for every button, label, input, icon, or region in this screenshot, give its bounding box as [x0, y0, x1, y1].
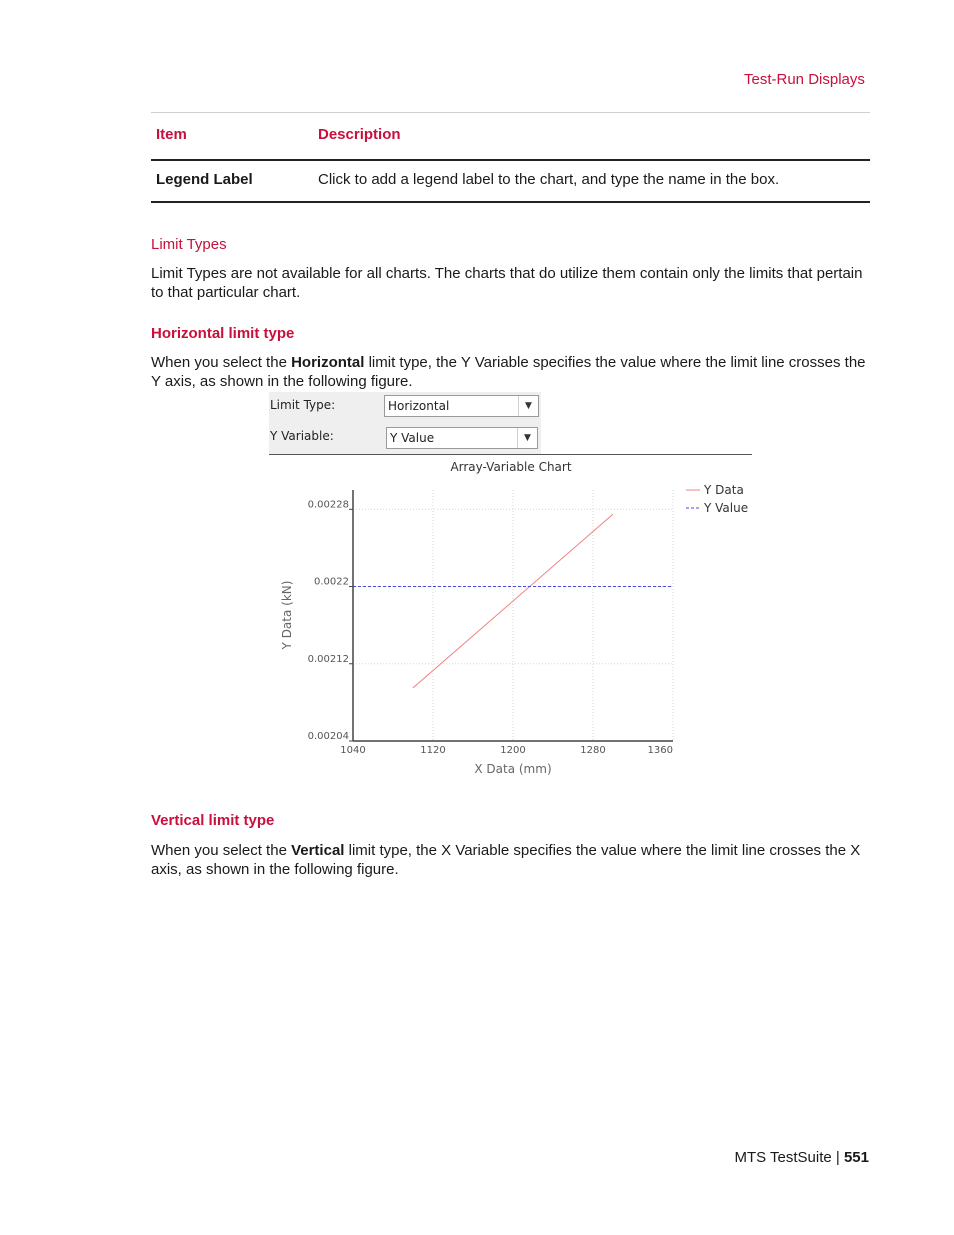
x-axis-label: X Data (mm)	[474, 762, 552, 776]
y-tick-label: 0.00204	[307, 731, 349, 742]
limit-types-heading: Limit Types	[151, 236, 227, 253]
array-variable-chart	[269, 455, 754, 785]
chevron-down-icon: ▼	[517, 428, 537, 448]
x-tick-label: 1120	[420, 745, 446, 756]
y-variable-label: Y Variable:	[270, 429, 334, 443]
horizontal-text-bold: Horizontal	[291, 354, 365, 371]
vertical-heading: Vertical limit type	[151, 812, 275, 829]
x-tick-label: 1040	[340, 745, 366, 756]
legend-label: Y Value	[704, 501, 749, 515]
limit-settings-panel	[269, 392, 541, 454]
horizontal-text-pre: When you select the	[151, 354, 292, 371]
legend-label: Y Data	[704, 483, 744, 497]
horizontal-text-post: limit type, the Y Variable specifies the value where the limit line crosses the Y axis, as shown in the following figure.	[151, 354, 866, 390]
horizontal-heading: Horizontal limit type	[151, 325, 295, 342]
y-variable-select[interactable]	[386, 427, 538, 449]
chart-title: Array-Variable Chart	[450, 460, 572, 474]
page-number: 551	[843, 1149, 869, 1166]
limit-type-label: Limit Type:	[270, 398, 336, 412]
limit-type-value: Horizontal	[388, 399, 450, 413]
y-axis-label: Y Data (kN)	[280, 580, 294, 650]
table-cell-description: Click to add a legend label to the chart, and type the name in the box.	[318, 171, 780, 188]
vertical-text-bold: Vertical	[291, 842, 345, 859]
footer-separator: |	[831, 1149, 844, 1166]
limit-types-intro: Limit Types are not available for all charts. The charts that do utilize them contain only the limits that pertain to that particular chart.	[151, 265, 863, 301]
y-tick-label: 0.0022	[314, 576, 349, 588]
table-cell-item: Legend Label	[156, 171, 253, 188]
horizontal-paragraph	[151, 353, 871, 391]
x-tick-label: 1280	[580, 745, 606, 756]
table-header-item: Item	[156, 126, 187, 143]
limit-type-select[interactable]	[384, 395, 539, 417]
table-bottom-rule	[151, 201, 870, 203]
table-top-rule	[151, 112, 870, 113]
x-tick-label: 1360	[647, 745, 673, 756]
x-tick-label: 1200	[500, 745, 526, 756]
table-header-description: Description	[318, 126, 401, 143]
chevron-down-icon: ▼	[518, 396, 538, 416]
footer-product: MTS TestSuite	[734, 1149, 832, 1166]
header-section-link[interactable]: Test-Run Displays	[744, 71, 865, 88]
y-variable-value: Y Value	[390, 431, 435, 445]
table-header-rule	[151, 159, 870, 161]
page-footer	[734, 1149, 869, 1166]
vertical-text-pre: When you select the	[151, 842, 292, 859]
y-tick-label: 0.00228	[307, 499, 349, 511]
vertical-paragraph	[151, 841, 871, 879]
y-tick-label: 0.00212	[307, 653, 349, 665]
vertical-text-post: limit type, the X Variable specifies the value where the limit line crosses the X axis, as shown in the following figure.	[151, 842, 861, 878]
